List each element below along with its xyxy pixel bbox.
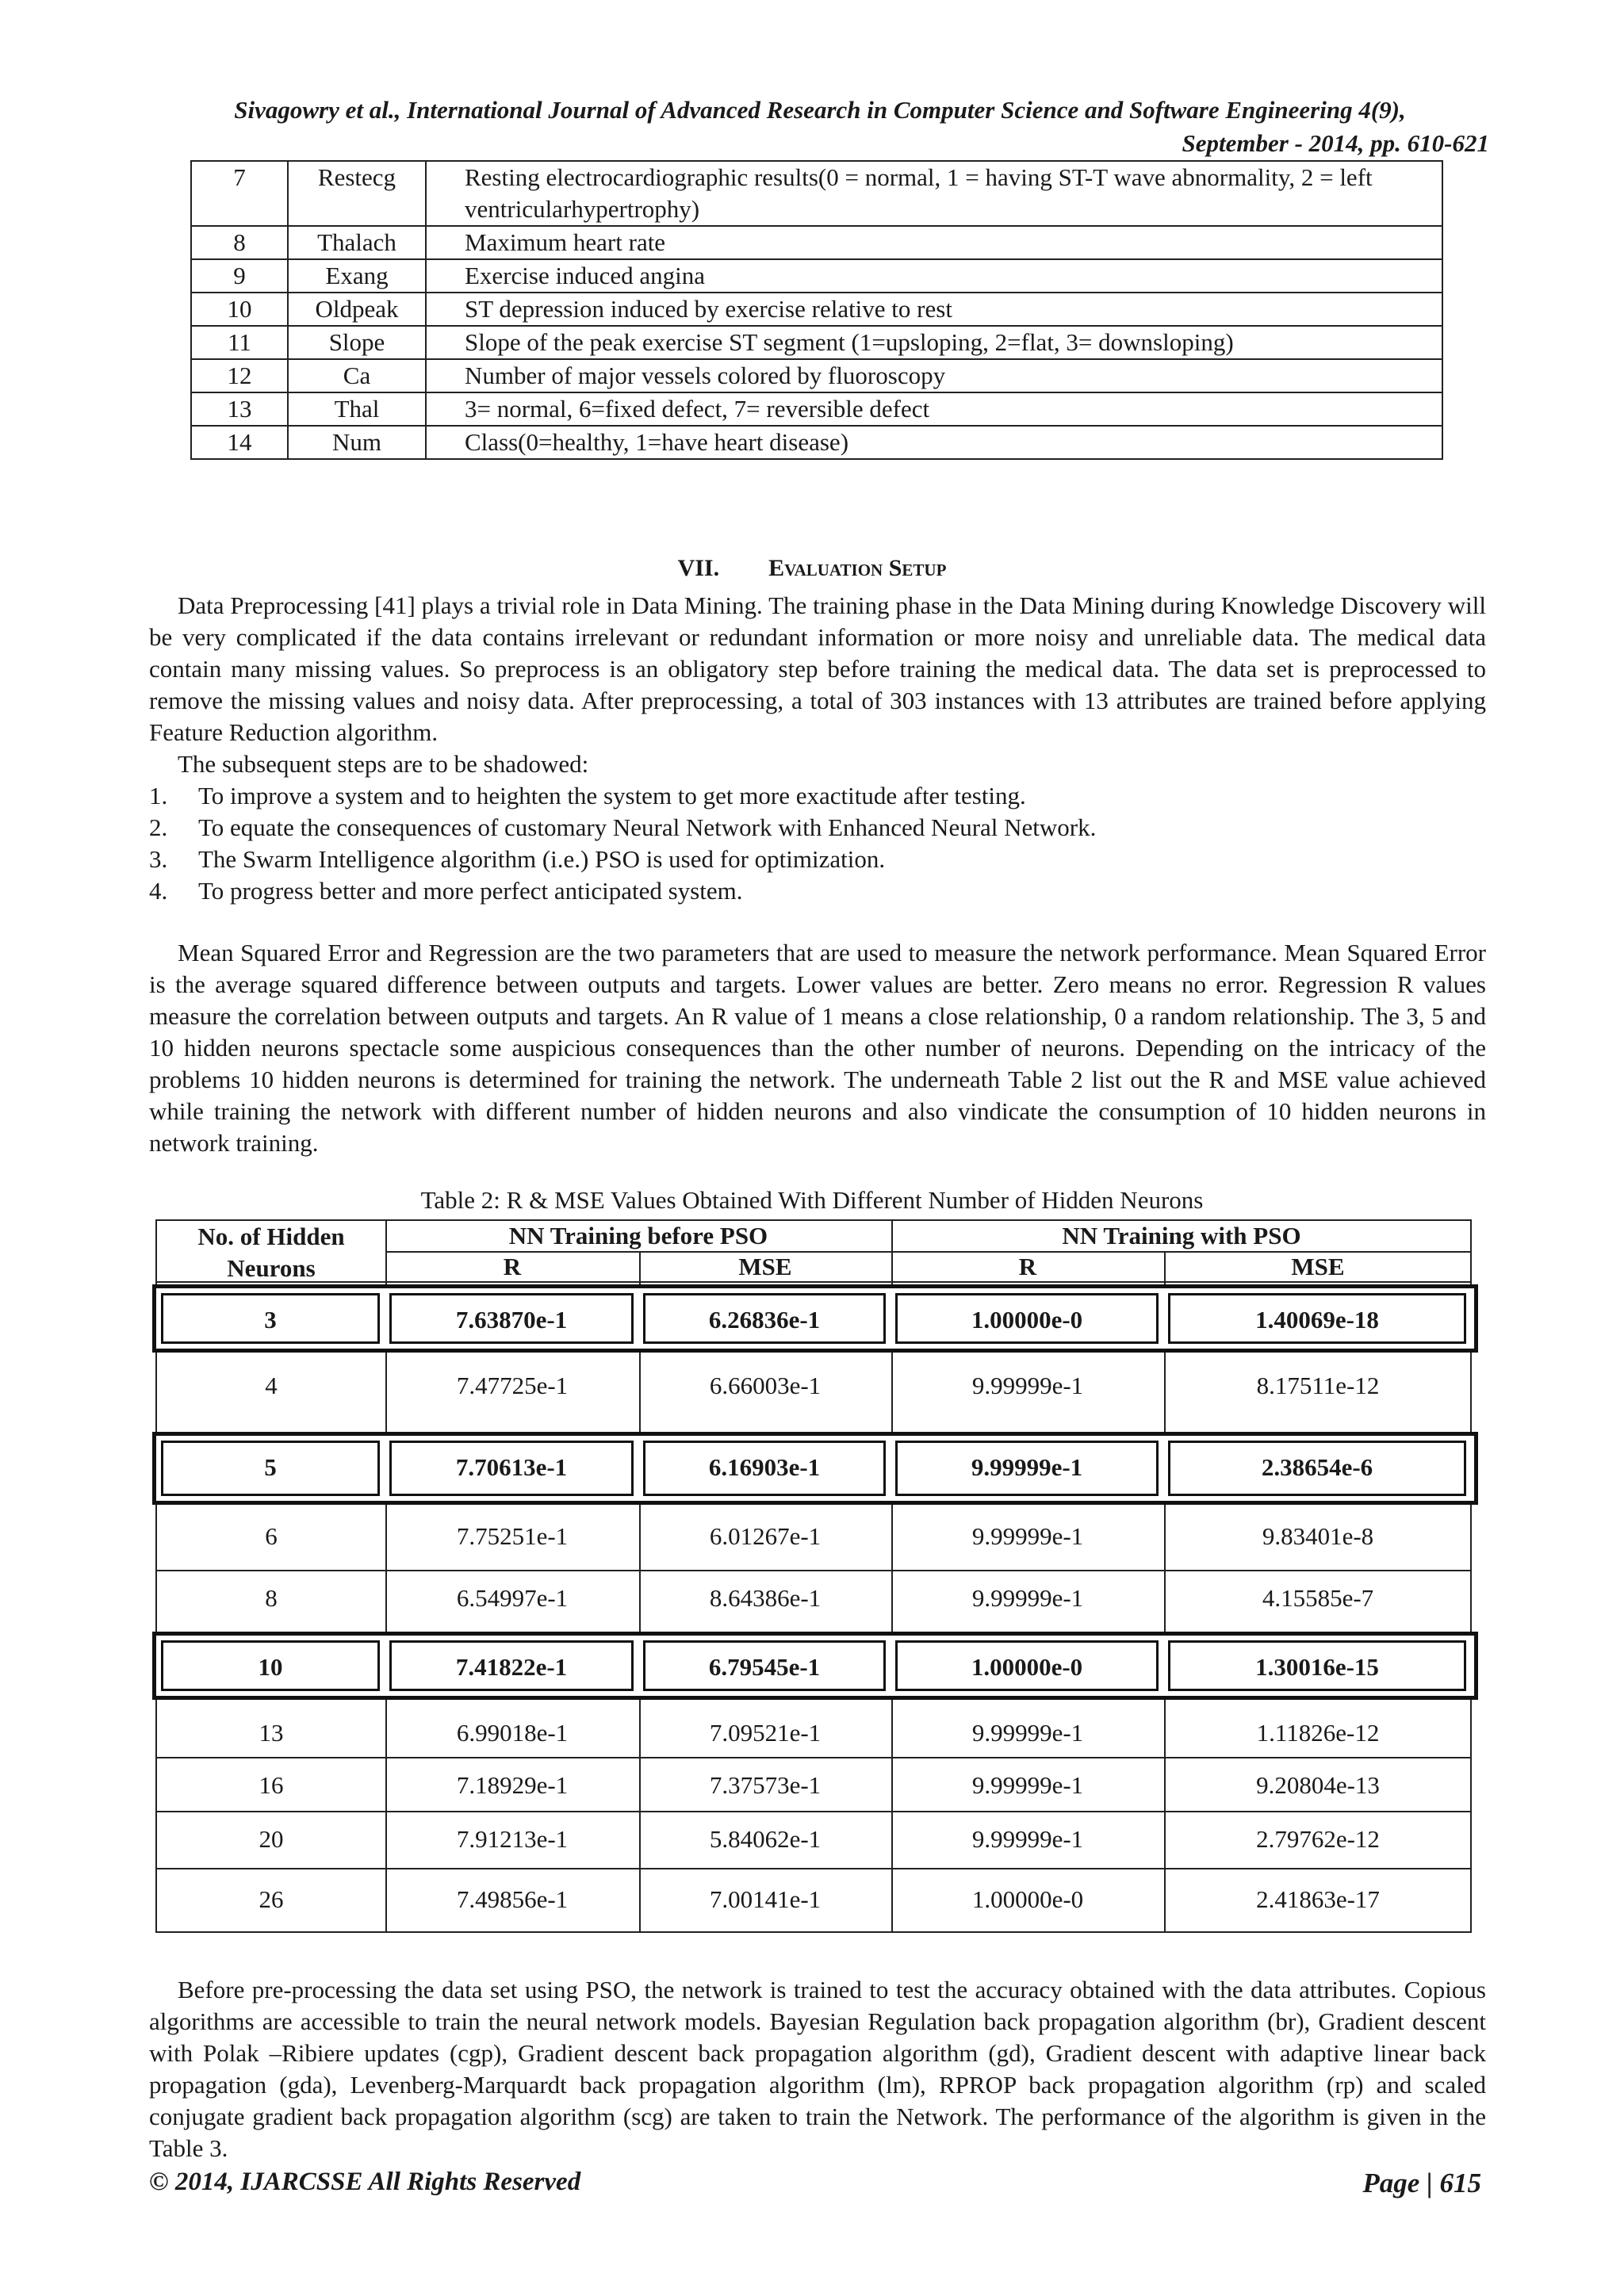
copyright-text: © 2014, IJARCSSE All Rights Reserved <box>149 2168 581 2196</box>
cell-r-before: 7.75251e-1 <box>456 1522 569 1550</box>
attr-name: Ca <box>288 359 426 392</box>
cell-mse-before: 7.00141e-1 <box>709 1885 822 1913</box>
table-row <box>191 359 1442 392</box>
table-row <box>157 1868 1470 1933</box>
paragraph-text: The subsequent steps are to be shadowed: <box>178 750 589 778</box>
highlighted-row <box>152 1432 1478 1505</box>
cell-r-before: 7.41822e-1 <box>455 1653 568 1681</box>
table-body <box>155 1283 1472 1933</box>
attr-description: Resting electrocardiographic results(0 = normal, 1 = having ST-T wave abnormality, 2 = left ventricularhypertrophy) <box>426 161 1442 226</box>
attr-description: Class(0=healthy, 1=have heart disease) <box>426 426 1442 459</box>
cell-mse-with: 4.15585e-7 <box>1262 1584 1374 1612</box>
attr-description: 3= normal, 6=fixed defect, 7= reversible defect <box>426 392 1442 426</box>
table-row <box>157 1701 1470 1757</box>
cell-neurons: 8 <box>265 1584 278 1612</box>
list-text: To equate the consequences of customary Neural Network with Enhanced Neural Network. <box>198 813 1097 841</box>
paragraph-training-algorithms <box>149 1974 1486 2164</box>
cell-r-before: 7.49856e-1 <box>456 1885 569 1913</box>
page-footer <box>149 2168 1481 2197</box>
list-number: 3. <box>149 845 168 873</box>
header-with-pso: NN Training with PSO <box>1062 1222 1301 1249</box>
header-citation: Sivagowry et al., International Journal of Advanced Research in Computer Science and Software Engineering 4(9), <box>234 96 1406 124</box>
attr-number: 11 <box>191 326 288 359</box>
cell-neurons: 10 <box>258 1653 283 1681</box>
cell-mse-with: 9.20804e-13 <box>1256 1771 1380 1799</box>
cell-mse-with: 2.38654e-6 <box>1261 1453 1373 1481</box>
attr-number: 13 <box>191 392 288 426</box>
running-header <box>151 94 1489 160</box>
cell-r-with: 1.00000e-0 <box>971 1306 1083 1334</box>
paragraph-text: Data Preprocessing [41] plays a trivial role in Data Mining. The training phase in the Data Mining during Knowledge Discovery will be very complicated if the data contains irrelevant or redundant information or more noisy and unreliable data. The medical data contain many missing values. So preprocess is an obligatory step before training the medical data. The data set is preprocessed to remove the missing values and noisy data. After preprocessing, a total of 303 instances with 13 attributes are trained before applying Feature Reduction algorithm. <box>149 591 1486 746</box>
cell-mse-with: 9.83401e-8 <box>1262 1522 1374 1550</box>
cell-mse-before: 6.66003e-1 <box>709 1372 822 1399</box>
attr-name: Thal <box>288 392 426 426</box>
cell-mse-before: 6.01267e-1 <box>709 1522 822 1550</box>
attr-description: Slope of the peak exercise ST segment (1=upsloping, 2=flat, 3= downsloping) <box>426 326 1442 359</box>
cell-neurons: 3 <box>264 1306 277 1334</box>
list-number: 4. <box>149 877 168 905</box>
cell-neurons: 5 <box>264 1453 277 1481</box>
table-row <box>157 1506 1470 1570</box>
page-number: Page | 615 <box>1362 2168 1481 2198</box>
results-table <box>155 1219 1472 1933</box>
cell-mse-with: 1.11826e-12 <box>1256 1719 1380 1747</box>
highlighted-row <box>152 1284 1478 1353</box>
attr-description: Number of major vessels colored by fluoroscopy <box>426 359 1442 392</box>
list-text: The Swarm Intelligence algorithm (i.e.) PSO is used for optimization. <box>198 845 886 873</box>
header-hidden-neurons: No. of Hidden Neurons <box>197 1223 345 1282</box>
header-mse-before: MSE <box>738 1253 792 1280</box>
header-mse-with: MSE <box>1291 1253 1345 1280</box>
table-row <box>191 326 1442 359</box>
table-row <box>191 161 1442 226</box>
attr-number: 14 <box>191 426 288 459</box>
header-before-pso: NN Training before PSO <box>508 1222 768 1249</box>
cell-r-with: 9.99999e-1 <box>971 1825 1084 1853</box>
cell-neurons: 13 <box>259 1719 284 1747</box>
cell-r-with: 9.99999e-1 <box>971 1719 1084 1747</box>
header-r-with: R <box>1018 1253 1037 1280</box>
table-header <box>155 1219 1472 1283</box>
cell-mse-before: 7.09521e-1 <box>709 1719 822 1747</box>
cell-mse-before: 6.26836e-1 <box>708 1306 821 1334</box>
cell-neurons: 6 <box>265 1522 278 1550</box>
attr-number: 10 <box>191 293 288 326</box>
highlighted-row <box>152 1632 1478 1700</box>
cell-r-before: 7.91213e-1 <box>456 1825 569 1853</box>
attr-number: 12 <box>191 359 288 392</box>
cell-neurons: 26 <box>259 1885 284 1913</box>
cell-mse-before: 6.16903e-1 <box>708 1453 821 1481</box>
cell-mse-with: 8.17511e-12 <box>1256 1372 1380 1399</box>
cell-r-before: 7.18929e-1 <box>456 1771 569 1799</box>
table-row <box>157 1354 1470 1430</box>
attr-number: 8 <box>191 226 288 259</box>
table-row <box>191 226 1442 259</box>
paragraph-preprocessing <box>149 590 1486 780</box>
attribute-table <box>190 160 1443 460</box>
attr-description: Maximum heart rate <box>426 226 1442 259</box>
cell-r-with: 9.99999e-1 <box>971 1584 1084 1612</box>
attr-description: ST depression induced by exercise relative to rest <box>426 293 1442 326</box>
cell-r-before: 7.70613e-1 <box>455 1453 568 1481</box>
list-item <box>149 812 1486 844</box>
list-number: 2. <box>149 813 168 841</box>
table-row <box>191 426 1442 459</box>
cell-neurons: 4 <box>265 1372 278 1399</box>
cell-mse-before: 7.37573e-1 <box>709 1771 822 1799</box>
attr-number: 7 <box>191 161 288 226</box>
cell-mse-with: 1.40069e-18 <box>1255 1306 1379 1334</box>
cell-mse-before: 8.64386e-1 <box>709 1584 822 1612</box>
cell-r-with: 1.00000e-0 <box>971 1885 1084 1913</box>
cell-mse-with: 2.41863e-17 <box>1256 1885 1380 1913</box>
list-text: To progress better and more perfect anticipated system. <box>198 877 743 905</box>
list-number: 1. <box>149 782 168 809</box>
steps-list <box>149 780 1486 907</box>
section-heading <box>0 555 1624 582</box>
section-number: VII. <box>677 555 720 581</box>
table-caption: Table 2: R & MSE Values Obtained With Different Number of Hidden Neurons <box>420 1186 1204 1214</box>
table-row <box>191 259 1442 293</box>
list-item <box>149 844 1486 875</box>
table-row <box>157 1570 1470 1630</box>
cell-r-before: 6.99018e-1 <box>456 1719 569 1747</box>
cell-r-with: 9.99999e-1 <box>971 1522 1084 1550</box>
cell-r-with: 9.99999e-1 <box>971 1372 1084 1399</box>
attr-number: 9 <box>191 259 288 293</box>
table-row <box>157 1757 1470 1811</box>
list-item <box>149 780 1486 812</box>
cell-neurons: 16 <box>259 1771 284 1799</box>
attr-name: Slope <box>288 326 426 359</box>
cell-neurons: 20 <box>259 1825 284 1853</box>
table-row <box>157 1811 1470 1868</box>
cell-r-before: 7.47725e-1 <box>456 1372 569 1399</box>
cell-mse-with: 1.30016e-15 <box>1255 1653 1379 1681</box>
cell-r-before: 7.63870e-1 <box>455 1306 568 1334</box>
table-row <box>191 293 1442 326</box>
attr-name: Exang <box>288 259 426 293</box>
cell-mse-with: 2.79762e-12 <box>1256 1825 1380 1853</box>
list-text: To improve a system and to heighten the system to get more exactitude after testing. <box>198 782 1026 809</box>
attr-name: Restecg <box>288 161 426 226</box>
cell-mse-before: 5.84062e-1 <box>709 1825 822 1853</box>
attr-name: Thalach <box>288 226 426 259</box>
paragraph-mse-regression <box>149 937 1486 1159</box>
header-date-pages: September - 2014, pp. 610-621 <box>1182 129 1489 157</box>
attr-name: Oldpeak <box>288 293 426 326</box>
header-r-before: R <box>503 1253 522 1280</box>
cell-r-with: 9.99999e-1 <box>971 1453 1083 1481</box>
list-item <box>149 875 1486 907</box>
cell-r-with: 1.00000e-0 <box>971 1653 1083 1681</box>
attr-name: Num <box>288 426 426 459</box>
cell-r-with: 9.99999e-1 <box>971 1771 1084 1799</box>
table-row <box>191 392 1442 426</box>
paragraph-text: Mean Squared Error and Regression are the two parameters that are used to measure the network performance. Mean Squared Error is the average squared difference between outputs and targets. Lower values are better. Zero means no error. Regression R values measure the correlation between outputs and targets. An R value of 1 means a close relationship, 0 a random relationship. The 3, 5 and 10 hidden neurons spectacle some auspicious consequences than the other number of neurons. Depending on the intricacy of the problems 10 hidden neurons is determined for training the network. The underneath Table 2 list out the R and MSE value achieved while training the network with different number of hidden neurons and also vindicate the consumption of 10 hidden neurons in network training. <box>149 939 1486 1157</box>
attr-description: Exercise induced angina <box>426 259 1442 293</box>
cell-mse-before: 6.79545e-1 <box>708 1653 821 1681</box>
section-title: Evaluation Setup <box>768 555 947 581</box>
cell-r-before: 6.54997e-1 <box>456 1584 569 1612</box>
paragraph-text: Before pre-processing the data set using PSO, the network is trained to test the accuracy obtained with the data attributes. Copious algorithms are accessible to train the neural network models. Bayesian Regulation back propagation algorithm (br), Gradient descent with Polak –Ribiere updates (cgp), Gradient descent back propagation algorithm (gd), Gradient descent with adaptive linear back propagation (gda), Levenberg-Marquardt back propagation algorithm (lm), RPROP back propagation algorithm (rp) and scaled conjugate gradient back propagation algorithm (scg) are taken to train the Network. The performance of the algorithm is given in the Table 3. <box>149 1976 1486 2162</box>
